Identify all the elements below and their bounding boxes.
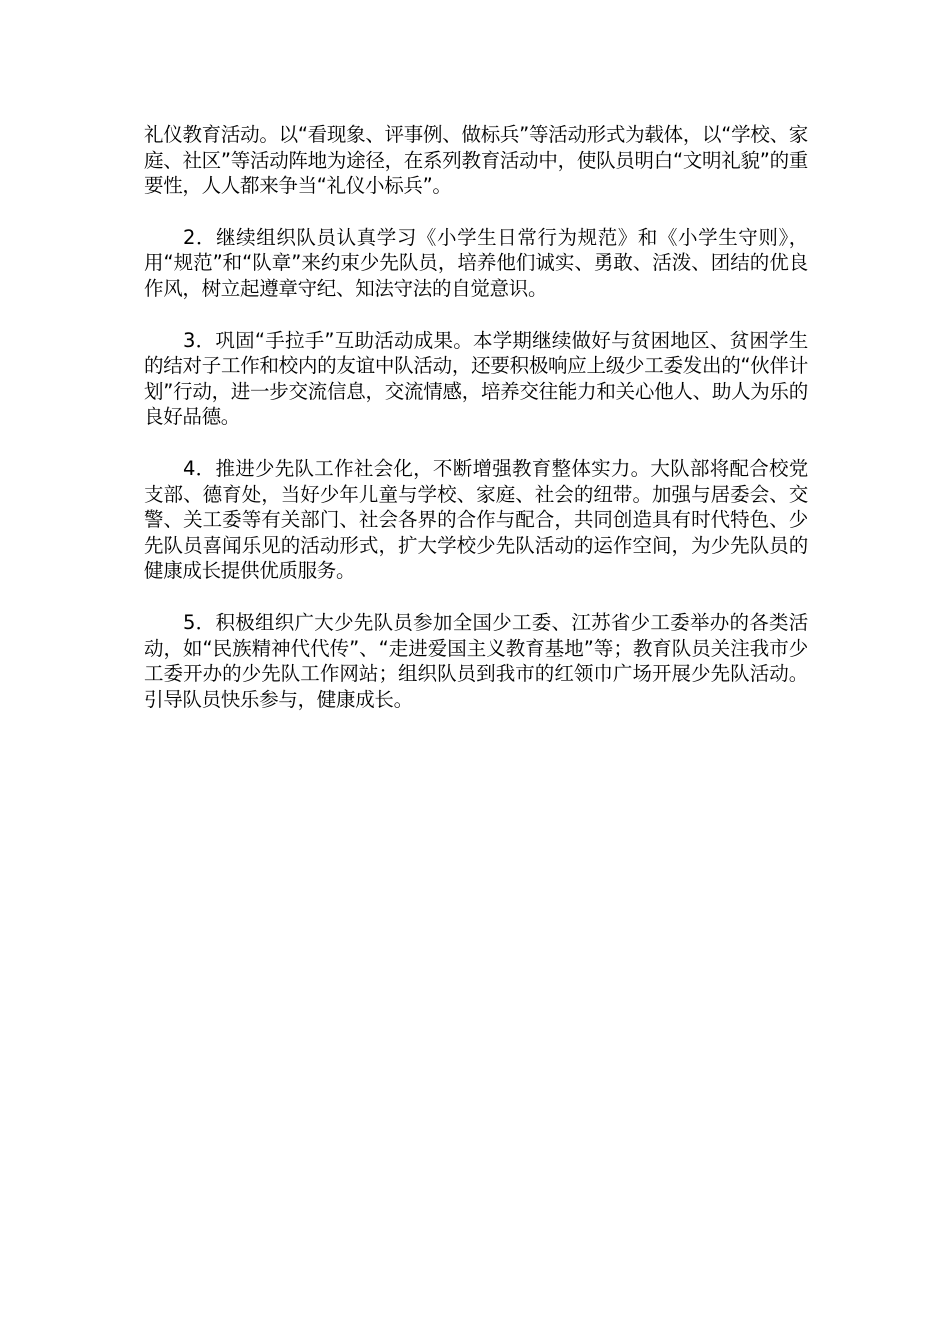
paragraph-item-5: 5．积极组织广大少先队员参加全国少工委、江苏省少工委举办的各类活动，如“民族精神代代传”、“走进爱国主义教育基地”等；教育队员关注我市少工委开办的少先队工作网站；组织队员到我市的红领巾广场开展少先队活动。引导队员快乐参与，健康成长。 — [144, 610, 808, 711]
paragraph-item-3: 3．巩固“手拉手”互助活动成果。本学期继续做好与贫困地区、贫困学生的结对子工作和校内的友谊中队活动，还要积极响应上级少工委发出的“伙伴计划”行动，进一步交流信息，交流情感，培养交往能力和关心他人、助人为乐的良好品德。 — [144, 328, 808, 429]
paragraph-continuation: 礼仪教育活动。以“看现象、评事例、做标兵”等活动形式为载体，以“学校、家庭、社区”等活动阵地为途径，在系列教育活动中，使队员明白“文明礼貌”的重要性，人人都来争当“礼仪小标兵”。 — [144, 123, 808, 198]
paragraph-item-4: 4．推进少先队工作社会化，不断增强教育整体实力。大队部将配合校党支部、德育处，当好少年儿童与学校、家庭、社会的纽带。加强与居委会、交警、关工委等有关部门、社会各界的合作与配合，共同创造具有时代特色、少先队员喜闻乐见的活动形式，扩大学校少先队活动的运作空间，为少先队员的健康成长提供优质服务。 — [144, 456, 808, 583]
paragraph-item-2: 2．继续组织队员认真学习《小学生日常行为规范》和《小学生守则》，用“规范”和“队章”来约束少先队员，培养他们诚实、勇敢、活泼、团结的优良作风，树立起遵章守纪、知法守法的自觉意识。 — [144, 225, 808, 300]
document-body — [144, 122, 808, 738]
